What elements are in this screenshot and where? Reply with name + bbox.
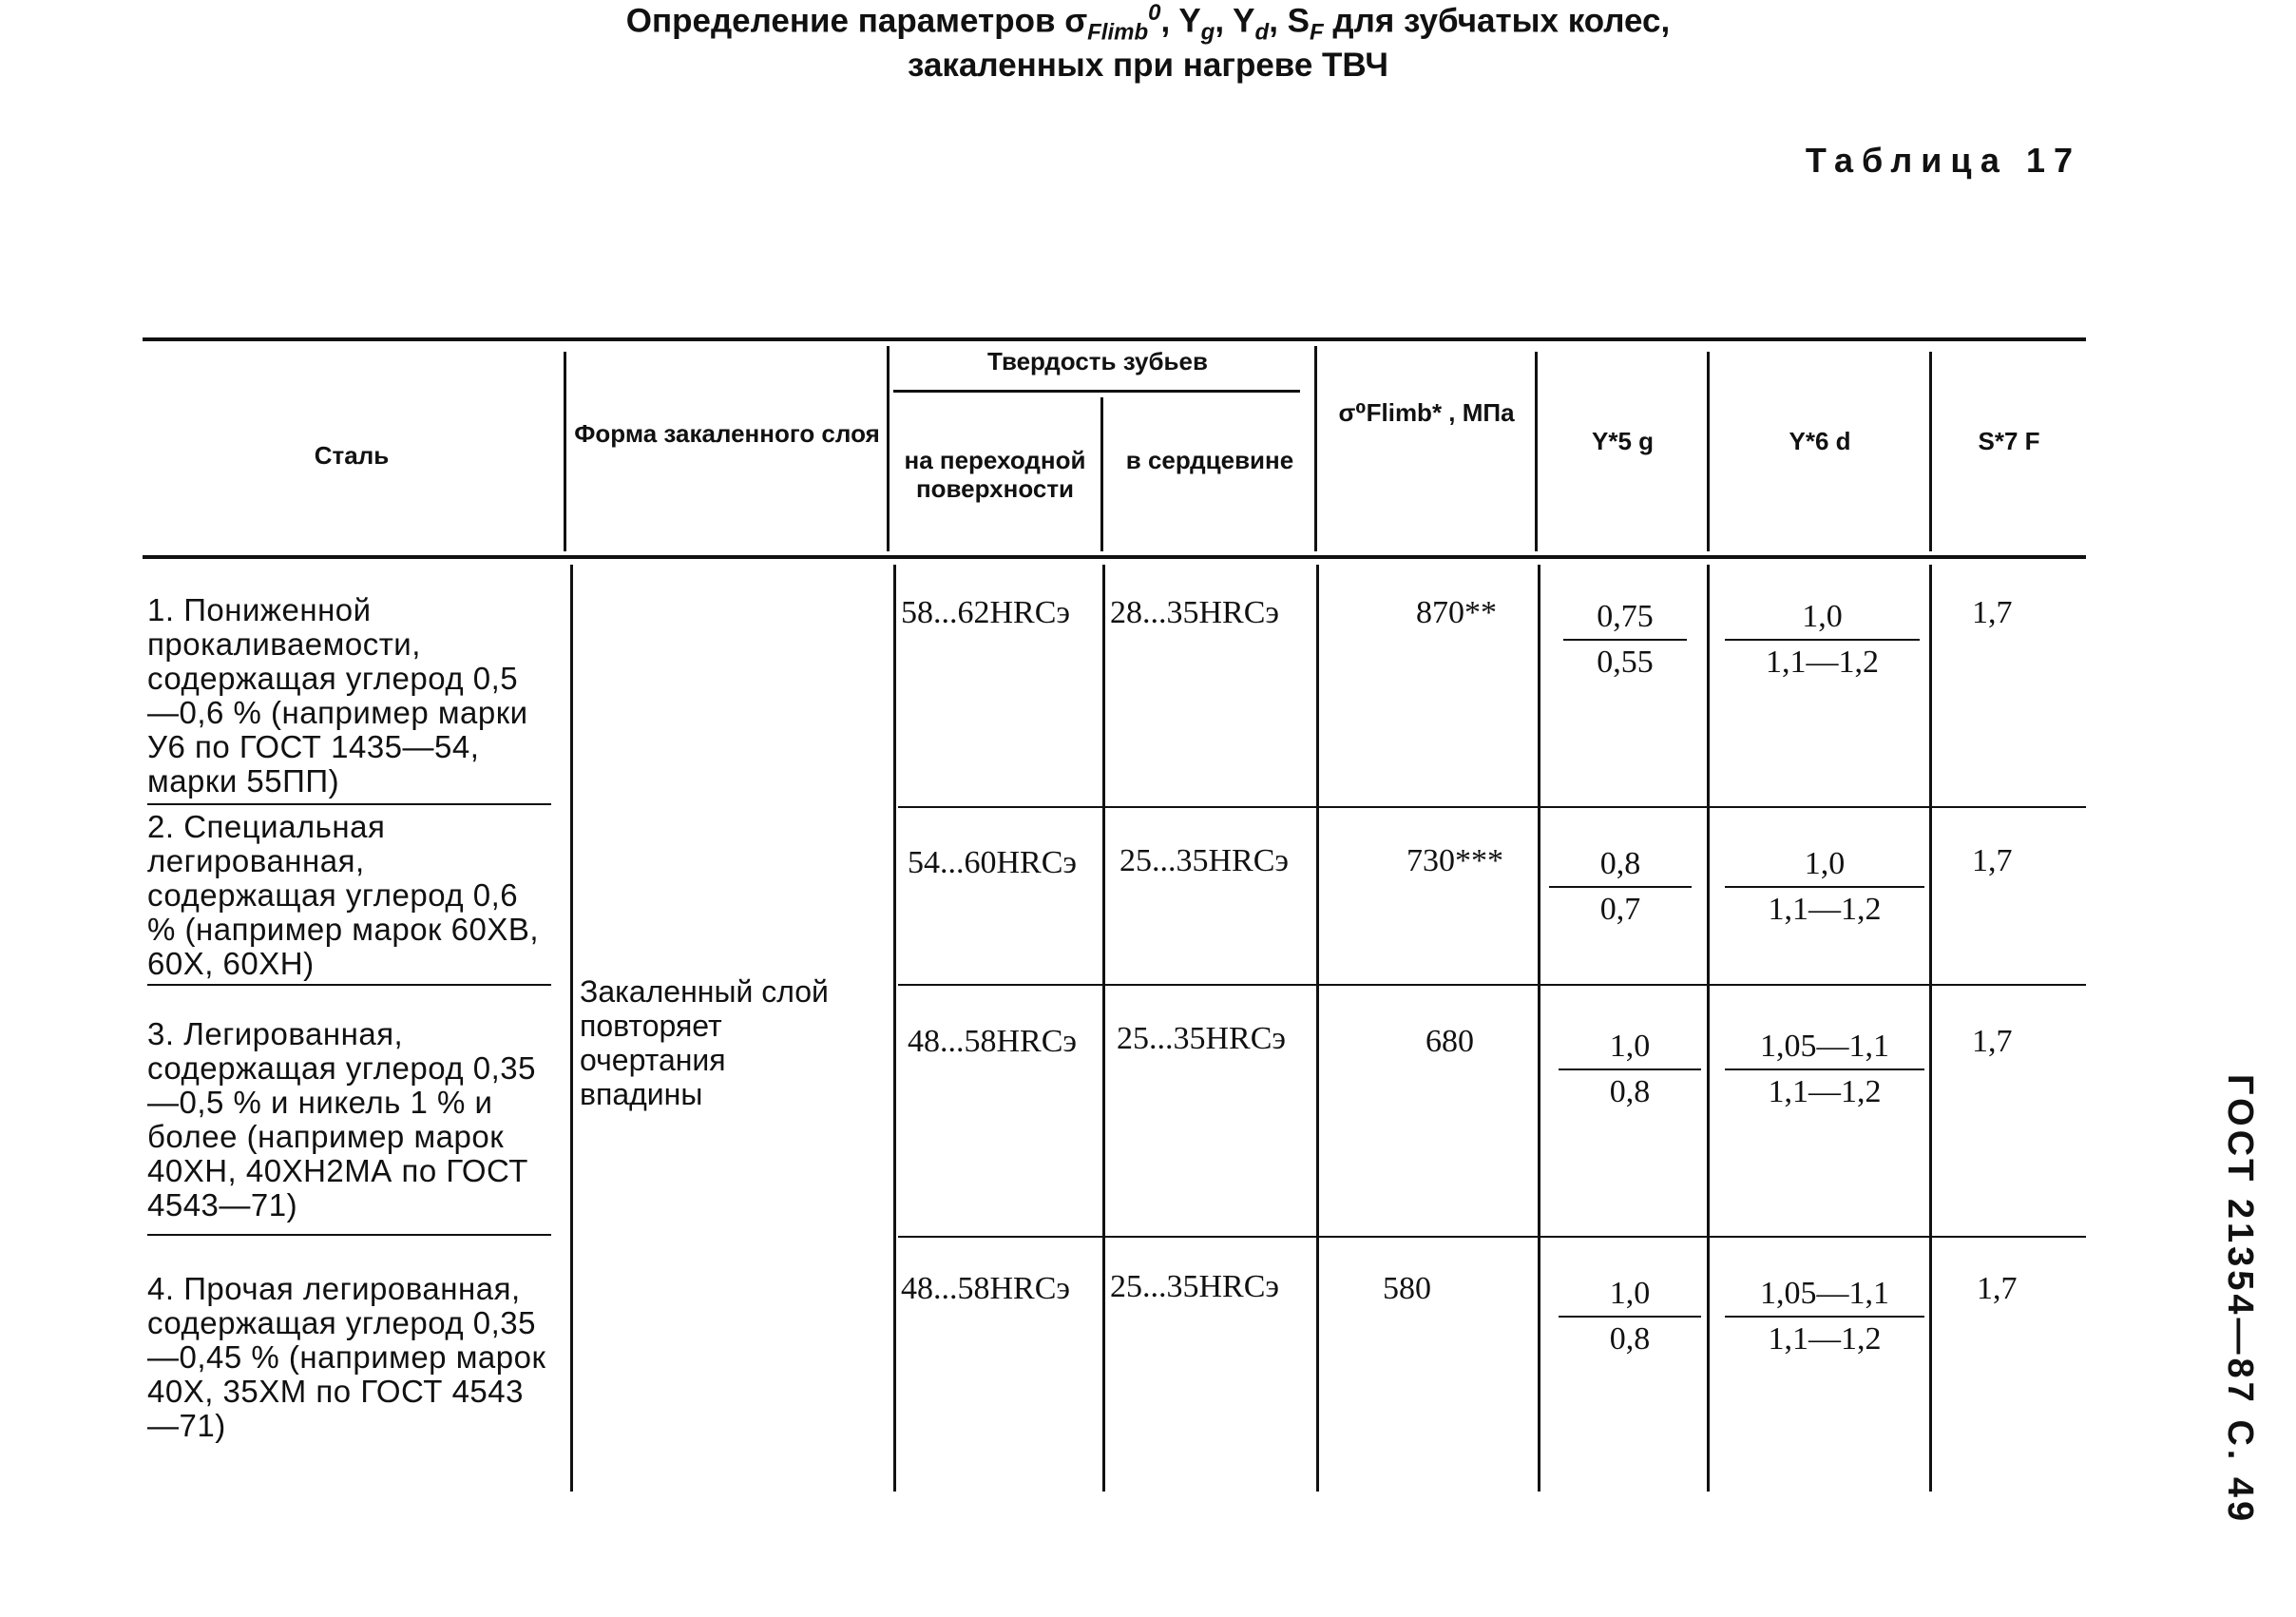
- row3-yg: 1,0 0,8: [1559, 1029, 1701, 1110]
- row3-yd: 1,05—1,1 1,1—1,2: [1725, 1029, 1924, 1110]
- header-divider: [1929, 352, 1932, 551]
- row1-transition: 58...62HRCэ: [901, 595, 1071, 630]
- header-hardness: Твердость зубьев: [987, 347, 1208, 375]
- page-side-header: ГОСТ 21354—87 С. 49: [2220, 1074, 2260, 1526]
- body-divider: [1538, 565, 1540, 1492]
- form-cell: Закаленный слой повторяет очертания впадины: [580, 974, 829, 1111]
- hardness-subheader-rule: [893, 390, 1300, 393]
- row-separator: [898, 984, 2086, 986]
- body-divider: [893, 565, 896, 1492]
- header-divider: [564, 352, 566, 551]
- header-form: Форма закаленного слоя: [574, 419, 880, 448]
- row4-steel: 4. Прочая легированная, содержащая углерод 0,35—0,45 % (например марок 40Х, 35ХМ по ГОСТ 4543—71): [147, 1271, 546, 1443]
- row1-core: 28...35HRCэ: [1110, 595, 1280, 630]
- table-top-rule: [143, 337, 2086, 341]
- row1-yg: 0,75 0,55: [1563, 599, 1687, 681]
- header-sf: S*7 F: [1978, 427, 2040, 455]
- row2-yg: 0,8 0,7: [1549, 846, 1692, 928]
- body-divider: [570, 565, 573, 1492]
- header-yd: Y*6 d: [1789, 427, 1851, 455]
- row3-steel: 3. Легированная, содержащая углерод 0,35—0,5 % и никель 1 % и более (например марок 40ХН, 40ХН2МА по ГОСТ 4543—71): [147, 1016, 536, 1222]
- header-sigma: σ⁰Flimb* , МПа: [1338, 398, 1515, 427]
- row-separator: [898, 1236, 2086, 1238]
- row3-sigma: 680: [1425, 1024, 1474, 1059]
- header-steel: Сталь: [314, 441, 390, 470]
- row2-sf: 1,7: [1972, 843, 2013, 878]
- row-separator: [147, 803, 551, 805]
- row3-core: 25...35HRCэ: [1117, 1021, 1287, 1056]
- body-divider: [1707, 565, 1710, 1492]
- table-label: Таблица 17: [1805, 141, 2081, 180]
- row4-core: 25...35HRCэ: [1110, 1269, 1280, 1304]
- row4-yd: 1,05—1,1 1,1—1,2: [1725, 1276, 1924, 1357]
- row2-steel: 2. Специальная легированная, содержащая углерод 0,6 % (например марок 60ХВ, 60Х, 60ХН): [147, 809, 540, 981]
- row-separator: [147, 1234, 551, 1236]
- row3-sf: 1,7: [1972, 1024, 2013, 1059]
- header-yg: Y*5 g: [1591, 427, 1655, 455]
- row2-yd: 1,0 1,1—1,2: [1725, 846, 1924, 928]
- row4-yg: 1,0 0,8: [1559, 1276, 1701, 1357]
- row2-sigma: 730***: [1406, 843, 1503, 878]
- row1-yd: 1,0 1,1—1,2: [1725, 599, 1920, 681]
- row1-sigma: 870**: [1416, 595, 1497, 630]
- body-divider: [1929, 565, 1932, 1492]
- table-title: Определение параметров $\sigma_{Flimb}^0$, $Y_g$, $Y_d$, $S_F$ для зубчатых колес,: [625, 0, 1671, 46]
- row-separator: [147, 984, 551, 986]
- header-divider: [1100, 397, 1103, 551]
- row3-transition: 48...58HRCэ: [908, 1024, 1078, 1059]
- header-divider: [1535, 352, 1538, 551]
- row4-transition: 48...58HRCэ: [901, 1271, 1071, 1306]
- row4-sf: 1,7: [1977, 1271, 2018, 1306]
- header-bottom-rule: [143, 555, 2086, 559]
- header-core: в сердцевине: [1125, 446, 1294, 474]
- row2-transition: 54...60HRCэ: [908, 845, 1078, 880]
- header-divider: [1707, 352, 1710, 551]
- header-transition: на переходной поверхности: [904, 446, 1086, 503]
- row1-sf: 1,7: [1972, 595, 2013, 630]
- table-title-line2: закаленных при нагреве ТВЧ: [908, 46, 1388, 84]
- row2-core: 25...35HRCэ: [1119, 843, 1290, 878]
- row1-steel: 1. Пониженной прокаливаемости, содержащая углерод 0,5—0,6 % (например марки У6 по ГОСТ 1435—54, марки 55ПП): [147, 592, 528, 799]
- body-divider: [1102, 565, 1105, 1492]
- row4-sigma: 580: [1383, 1271, 1431, 1306]
- body-divider: [1316, 565, 1319, 1492]
- row-separator: [898, 806, 2086, 808]
